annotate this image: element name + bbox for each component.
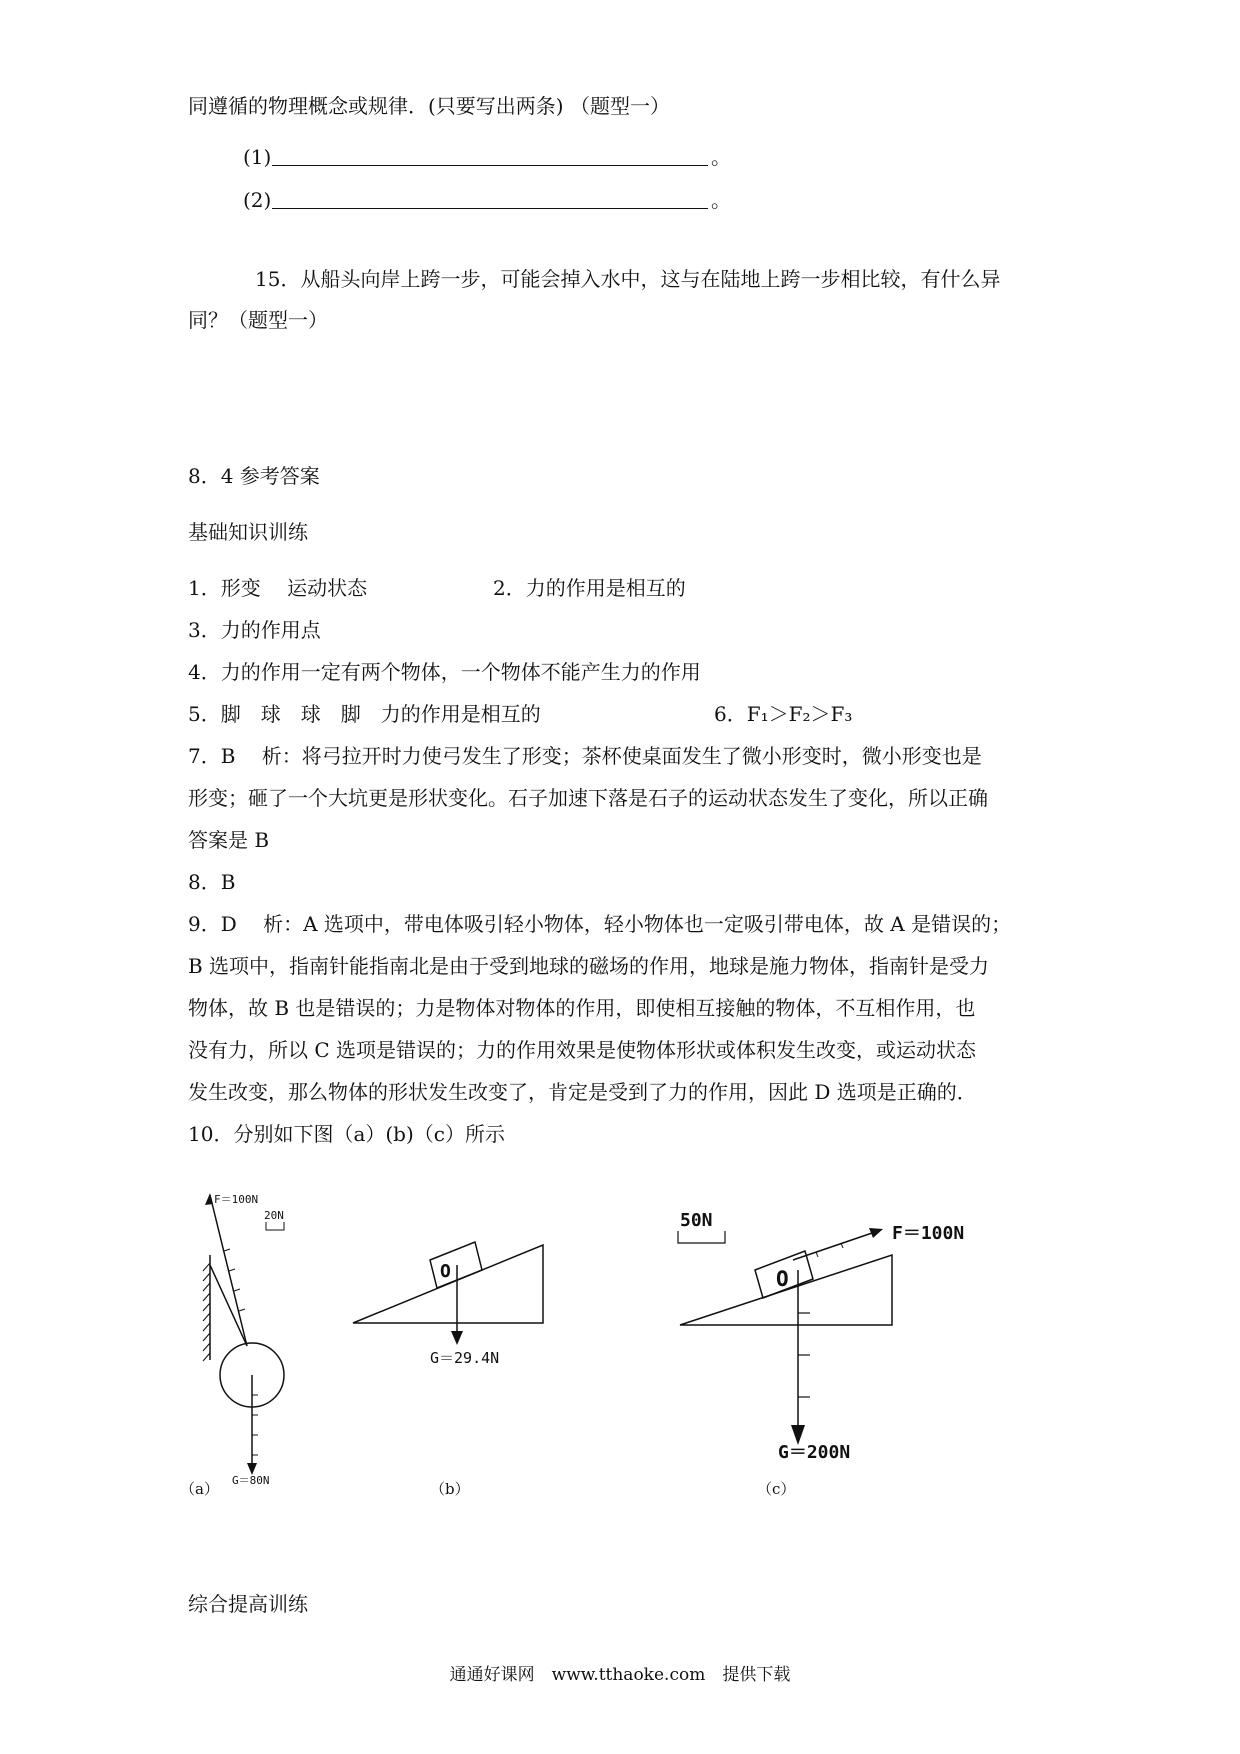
answer-10: 10．分别如下图（a）(b)（c）所示	[188, 1122, 505, 1146]
blank-label-2: (2)	[243, 188, 272, 212]
force-label: F＝100N	[214, 1193, 259, 1206]
answers-heading: 8．4 参考答案	[188, 464, 320, 488]
block-rect	[430, 1242, 482, 1288]
answer-2: 2．力的作用是相互的	[493, 576, 686, 600]
question-15-line: 15．从船头向岸上跨一步，可能会掉入水中，这与在陆地上跨一步相比较，有什么异	[255, 267, 1001, 291]
tension-arrowhead	[205, 1193, 213, 1205]
caption-a: （a）	[180, 1480, 219, 1498]
scale-bracket	[266, 1222, 284, 1230]
blank-end-2: 。	[711, 188, 731, 212]
weight-scale-ticks	[252, 1395, 258, 1455]
weight-label: G＝80N	[232, 1474, 270, 1485]
answer-7-line: 答案是 B	[188, 828, 270, 852]
answer-9-line: 物体，故 B 也是错误的；力是物体对物体的作用，即使相互接触的物体，不互相作用，也	[188, 996, 976, 1020]
weight-label: G＝29.4N	[430, 1349, 500, 1367]
answer-7-line: 形变；砸了一个大坑更是形状变化。石子加速下落是石子的运动状态发生了变化，所以正确	[188, 786, 988, 810]
weight-arrowhead	[451, 1331, 463, 1345]
force-label: F＝100N	[892, 1223, 965, 1244]
answer-7-line: 7．B 析：将弓拉开时力使弓发生了形变；茶杯使桌面发生了微小形变时，微小形变也是	[188, 744, 982, 768]
question-line: 同遵循的物理概念或规律．(只要写出两条) （题型一）	[188, 94, 670, 118]
answer-4: 4．力的作用一定有两个物体，一个物体不能产生力的作用	[188, 660, 701, 684]
tension-force-arrow	[210, 1195, 247, 1346]
weight-label: G＝200N	[778, 1442, 851, 1460]
origin-label: O	[440, 1261, 451, 1282]
answer-blank-1	[272, 165, 708, 166]
answer-5: 5．脚 球 球 脚 力的作用是相互的	[188, 702, 541, 726]
answer-9-line: 没有力，所以 C 选项是错误的；力的作用效果是使物体形状或体积发生改变，或运动状态	[188, 1038, 977, 1062]
answer-8: 8．B	[188, 870, 236, 894]
answer-9-line: 发生改变，那么物体的形状发生改变了，肯定是受到了力的作用，因此 D 选项是正确的．	[188, 1080, 977, 1104]
figure-b-diagram	[345, 1235, 555, 1375]
page-footer: 通通好课网 www.tthaoke.com 提供下载	[449, 1665, 791, 1685]
scale-label: 50N	[680, 1210, 713, 1231]
answer-9-line: B 选项中，指南针能指南北是由于受到地球的磁场的作用，地球是施力物体，指南针是受力	[188, 954, 990, 978]
blank-end-1: 。	[711, 145, 731, 169]
origin-label: O	[776, 1267, 789, 1291]
answer-9-line: 9．D 析：A 选项中，带电体吸引轻小物体，轻小物体也一定吸引带电体，故 A 是错误的；	[188, 912, 1012, 936]
scale-bracket	[678, 1231, 725, 1243]
answer-blank-2	[272, 208, 708, 209]
answer-3: 3．力的作用点	[188, 618, 321, 642]
applied-force-arrow	[793, 1232, 875, 1260]
caption-c: （c）	[757, 1480, 796, 1498]
rope-line	[210, 1265, 247, 1346]
wall-hatching	[203, 1263, 210, 1361]
figure-a-diagram	[180, 1185, 320, 1485]
figure-c-diagram	[670, 1205, 1010, 1460]
answer-6: 6．F₁＞F₂＞F₃	[714, 702, 853, 726]
answer-1: 1．形变 运动状态	[188, 576, 368, 600]
question-15-line: 同？（题型一）	[188, 308, 328, 332]
section-heading: 综合提高训练	[188, 1592, 308, 1616]
section-heading: 基础知识训练	[188, 520, 308, 544]
applied-force-arrowhead	[869, 1228, 883, 1238]
scale-label: 20N	[264, 1209, 284, 1222]
caption-b: （b）	[430, 1480, 470, 1498]
blank-label-1: (1)	[243, 145, 272, 169]
